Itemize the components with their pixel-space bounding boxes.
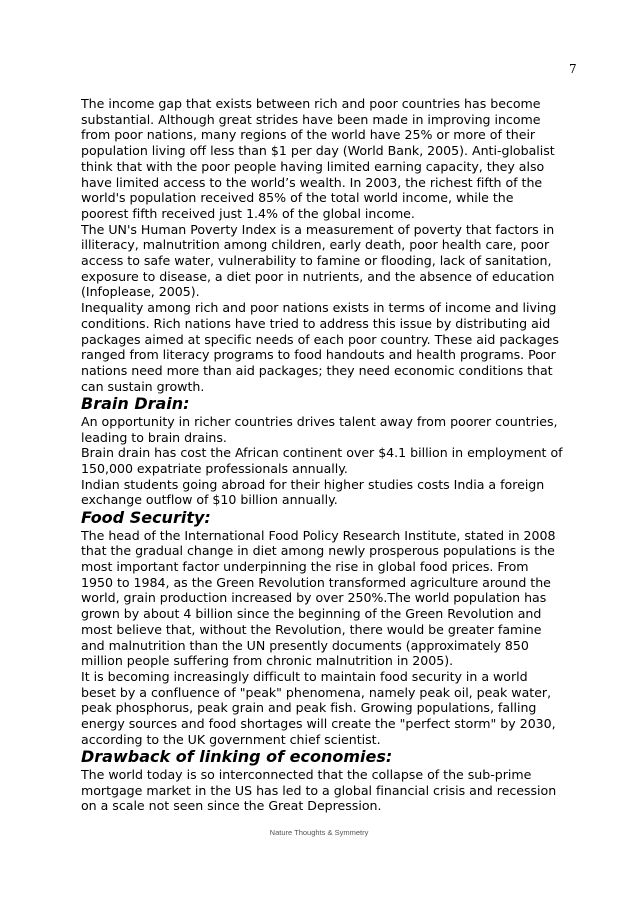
text-line: and malnutrition than the UN presently documents (approximately 850	[81, 637, 529, 653]
text-line: An opportunity in richer countries drives talent away from poorer countries,	[81, 413, 558, 429]
text-line: according to the UK government chief scientist.	[81, 731, 381, 747]
paragraph	[81, 767, 581, 814]
text-line: mortgage market in the US has led to a global financial crisis and recession	[81, 782, 557, 798]
paragraph	[81, 414, 581, 445]
text-line: grown by about 4 billion since the beginning of the Green Revolution and	[81, 606, 542, 622]
text-line: It is becoming increasingly difficult to maintain food security in a world	[81, 668, 528, 684]
text-line: The UN's Human Poverty Index is a measurement of poverty that factors in	[81, 221, 555, 237]
section-heading: Brain Drain:	[81, 394, 190, 414]
text-line: access to safe water, vulnerability to famine or flooding, lack of sanitation,	[81, 253, 552, 269]
text-line: The world today is so interconnected that the collapse of the sub-prime	[81, 766, 532, 782]
text-line: think that with the poor people having limited earning capacity, they also	[81, 158, 545, 174]
text-line: on a scale not seen since the Great Depression.	[81, 798, 382, 814]
paragraph	[81, 528, 581, 669]
section-heading: Food Security:	[81, 508, 211, 528]
text-line: energy sources and food shortages will create the "perfect storm" by 2030,	[81, 716, 556, 732]
text-line: leading to brain drains.	[81, 429, 227, 445]
text-line: most believe that, without the Revolution, there would be greater famine	[81, 621, 542, 637]
text-line: ranged from literacy programs to food handouts and health programs. Poor	[81, 347, 556, 363]
text-line: 150,000 expatriate professionals annually.	[81, 460, 348, 476]
page-footer: Nature Thoughts & Symmetry	[269, 828, 369, 837]
text-line: population living off less than $1 per day (World Bank, 2005). Anti-globalist	[81, 143, 555, 159]
text-line: The head of the International Food Policy Research Institute, stated in 2008	[81, 527, 556, 543]
text-line: from poor nations, many regions of the world have 25% or more of their	[81, 127, 536, 143]
paragraph	[81, 477, 581, 508]
text-line: that the gradual change in diet among newly prosperous populations is the	[81, 543, 555, 559]
text-line: conditions. Rich nations have tried to address this issue by distributing aid	[81, 315, 551, 331]
text-line: beset by a confluence of "peak" phenomena, namely peak oil, peak water,	[81, 684, 552, 700]
text-line: Inequality among rich and poor nations exists in terms of income and living	[81, 300, 557, 316]
text-line: exposure to disease, a diet poor in nutrients, and the absence of education	[81, 268, 555, 284]
paragraph	[81, 445, 581, 476]
text-line: million people suffering from chronic malnutrition in 2005).	[81, 653, 454, 669]
text-line: substantial. Although great strides have been made in improving income	[81, 111, 541, 127]
section-heading: Drawback of linking of economies:	[81, 747, 393, 767]
paragraph	[81, 222, 581, 301]
text-line: peak phosphorus, peak grain and peak fish. Growing populations, falling	[81, 700, 537, 716]
paragraph	[81, 300, 581, 394]
text-line: illiteracy, malnutrition among children, early death, poor health care, poor	[81, 237, 550, 253]
text-line: (Infoplease, 2005).	[81, 284, 200, 300]
paragraph	[81, 96, 581, 222]
text-line: world, grain production increased by over 250%.The world population has	[81, 590, 547, 606]
text-line: world's population received 85% of the total world income, while the	[81, 190, 514, 206]
paragraph	[81, 669, 581, 748]
text-line: nations need more than aid packages; they need economic conditions that	[81, 362, 553, 378]
text-line: can sustain growth.	[81, 378, 205, 394]
text-line: Brain drain has cost the African continent over $4.1 billion in employment of	[81, 445, 563, 461]
document-body	[81, 96, 581, 814]
text-line: The income gap that exists between rich and poor countries has become	[81, 96, 541, 111]
text-line: 1950 to 1984, as the Green Revolution transformed agriculture around the	[81, 574, 551, 590]
text-line: Indian students going abroad for their higher studies costs India a foreign	[81, 476, 545, 492]
text-line: most important factor underpinning the rise in global food prices. From	[81, 558, 529, 574]
text-line: exchange outflow of $10 billion annually.	[81, 492, 338, 508]
text-line: have limited access to the world’s wealth. In 2003, the richest fifth of the	[81, 174, 543, 190]
text-line: poorest fifth received just 1.4% of the global income.	[81, 205, 415, 221]
page-number: 7	[569, 62, 577, 76]
text-line: packages aimed at specific needs of each poor country. These aid packages	[81, 331, 559, 347]
